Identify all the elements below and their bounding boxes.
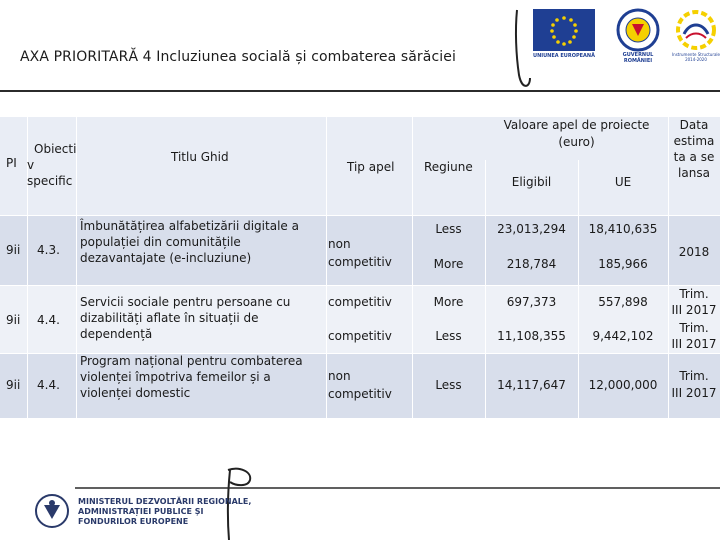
header-data-1: Data <box>679 118 709 132</box>
header-valoare-1: Valoare apel de proiecte <box>503 118 650 132</box>
government-logo-caption: GUVERNUL ROMÂNIEI <box>622 52 654 64</box>
ministry-line-1: MINISTERUL DEZVOLTĂRII REGIONALE, <box>78 497 252 506</box>
row1b-ue: 185,966 <box>598 257 648 271</box>
header-regiune: Regiune <box>424 160 473 174</box>
ministry-name <box>78 497 251 527</box>
header-obiectiv-3: specific <box>27 174 73 188</box>
row1-titlu-1: Îmbunătățirea alfabetizării digitale a <box>80 219 299 233</box>
row1-os: 4.3. <box>37 243 60 257</box>
row3-titlu-3: violenței domestic <box>80 386 191 400</box>
header-data-2: estima <box>673 134 715 148</box>
header-pi: PI <box>6 156 17 170</box>
header-obiectiv-2: v <box>27 158 35 172</box>
row2-titlu-1: Servicii sociale pentru persoane cu <box>80 295 291 309</box>
row2-os: 4.4. <box>37 313 60 327</box>
row2a-data-2: III 2017 <box>671 303 717 317</box>
row2b-ue: 9,442,102 <box>592 329 654 343</box>
row2-titlu-3: dependență <box>80 327 153 341</box>
row3-regiune: Less <box>435 378 462 392</box>
row2a-ue: 557,898 <box>598 295 648 309</box>
row2b-eligibil: 11,108,355 <box>497 329 566 343</box>
row1a-regiune: Less <box>435 222 462 236</box>
row2-pi: 9ii <box>6 313 21 327</box>
row1b-regiune: More <box>433 257 464 271</box>
row3-eligibil: 14,117,647 <box>497 378 566 392</box>
row3-titlu-2: violenței împotriva femeilor și a <box>80 370 271 384</box>
header-valoare-2: (euro) <box>558 135 595 149</box>
row2b-regiune: Less <box>435 329 462 343</box>
row1b-eligibil: 218,784 <box>506 257 557 271</box>
row1-pi: 9ii <box>6 243 21 257</box>
row2-titlu-2: dizabilități aflate în situații de <box>80 311 259 325</box>
header-eligibil: Eligibil <box>511 175 552 189</box>
row2a-tip: competitiv <box>328 295 392 309</box>
row3-pi: 9ii <box>6 378 21 392</box>
row3-titlu-1: Program național pentru combaterea <box>80 354 303 368</box>
row2b-tip: competitiv <box>328 329 392 343</box>
row3-data-1: Trim. <box>679 369 709 383</box>
row2a-data-1: Trim. <box>679 287 709 301</box>
row2b-data-1: Trim. <box>679 321 709 335</box>
row1a-eligibil: 23,013,294 <box>497 222 566 236</box>
row2a-regiune: More <box>433 295 464 309</box>
row2a-eligibil: 697,373 <box>506 295 557 309</box>
page-title: AXA PRIORITARĂ 4 Incluziunea socială și combaterea sărăciei <box>20 49 456 65</box>
header-obiectiv-1: Obiecti <box>34 142 77 156</box>
row3-tip-1: non <box>328 369 351 383</box>
header-ue: UE <box>614 175 632 189</box>
structural-instruments-caption: Instrumente Structurale 2014-2020 <box>672 52 720 62</box>
row3-ue: 12,000,000 <box>588 378 658 392</box>
ministry-line-3: FONDURILOR EUROPENE <box>78 517 189 526</box>
eu-logo-caption: UNIUNEA EUROPEANĂ <box>533 53 595 59</box>
row1-titlu-2: populației din comunitățile <box>80 235 241 249</box>
ministry-line-2: ADMINISTRAȚIEI PUBLICE ȘI <box>78 507 204 516</box>
ministry-crest-icon <box>34 493 70 529</box>
row1-tip-2: competitiv <box>328 255 392 269</box>
row2b-data-2: III 2017 <box>671 337 717 351</box>
row1-titlu-3: dezavantajate (e-incluziune) <box>80 251 252 265</box>
row1a-ue: 18,410,635 <box>588 222 658 236</box>
header-data-3: ta a se <box>673 150 715 164</box>
header-data-4: lansa <box>678 166 710 180</box>
row3-tip-2: competitiv <box>328 387 392 401</box>
header-titlu: Titlu Ghid <box>171 150 229 164</box>
row3-data-2: III 2017 <box>671 386 717 400</box>
row1-tip-1: non <box>328 237 351 251</box>
row1-data: 2018 <box>678 245 710 259</box>
row3-os: 4.4. <box>37 378 60 392</box>
header-tip: Tip apel <box>347 160 395 174</box>
